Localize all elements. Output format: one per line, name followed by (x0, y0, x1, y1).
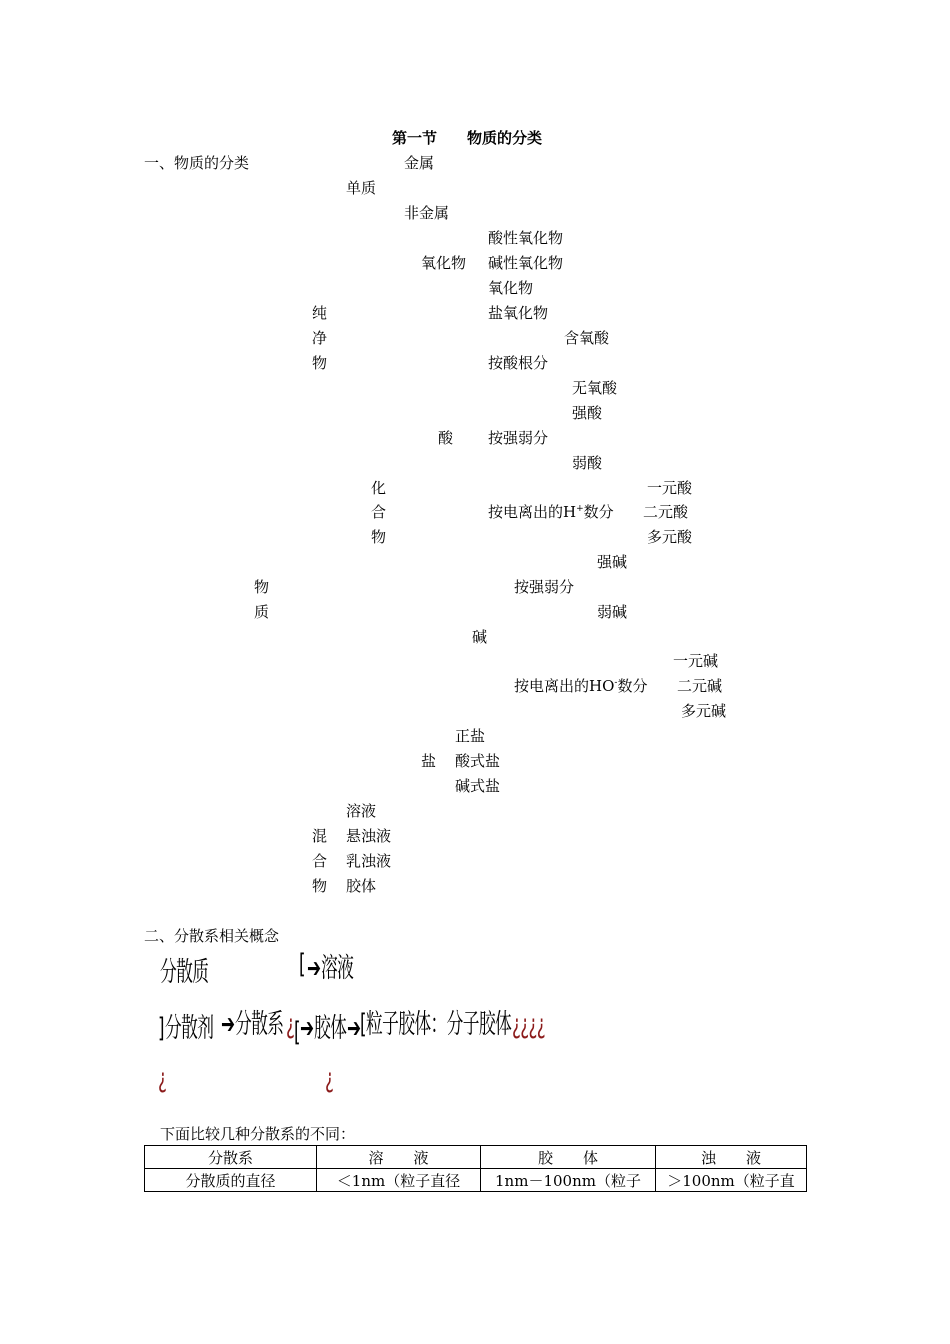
tree-node-oxide-2: 氧化物 (488, 279, 534, 297)
tree-node-by-h-ion: 按电离出的H+数分 (488, 503, 614, 521)
table-header-cell: 分散系 (145, 1146, 317, 1169)
tree-label-pure: 净 (312, 329, 328, 347)
tree-node-strong-acid: 强酸 (572, 404, 603, 422)
tree-label-mixture: 混 (312, 827, 328, 845)
tree-label-mixture: 合 (312, 852, 328, 870)
concept-arrow: ➔ (221, 1009, 235, 1040)
table-row (145, 1169, 807, 1192)
page-title: 第一节 物质的分类 (392, 129, 543, 147)
concept-glyph: ¿ (325, 1063, 334, 1094)
tree-label-compound: 合 (371, 503, 387, 521)
tree-node-normal-salt: 正盐 (455, 727, 486, 745)
tree-node-polyprotic: 多元酸 (647, 528, 693, 546)
concept-system: 分散系 (235, 1009, 284, 1040)
tree-node-colloid: 胶体 (346, 877, 377, 895)
tree-node-solution: 溶液 (346, 802, 377, 820)
tree-node-salt-oxide: 盐氧化物 (488, 304, 549, 322)
tree-node-strong-base: 强碱 (597, 553, 628, 571)
tree-node-emulsion: 乳浊液 (346, 852, 392, 870)
comparison-intro: 下面比较几种分散系的不同： (160, 1125, 356, 1143)
concept-arrow: ➔ (307, 953, 321, 984)
table-header-cell: 浊 液 (656, 1146, 807, 1169)
tree-node-by-strength-acid: 按强弱分 (488, 429, 549, 447)
tree-node-weak-acid: 弱酸 (572, 454, 603, 472)
concept-solution: 溶液 (321, 953, 354, 984)
table-header-cell: 溶 液 (317, 1146, 481, 1169)
tree-node-acid-salt: 酸式盐 (455, 752, 501, 770)
concept-arrow: ➔ (300, 1013, 314, 1044)
concept-glyph: ¿ (158, 1063, 167, 1094)
table-cell: ＞100nm（粒子直 (656, 1169, 807, 1192)
tree-node-anoxyacid: 无氧酸 (572, 379, 618, 397)
concept-glyph: ¿ (286, 1009, 295, 1040)
table-cell: 分散质的直径 (145, 1169, 317, 1192)
tree-node-by-oh-ion: 按电离出的HO-数分 (514, 677, 648, 695)
tree-node-oxyacid: 含氧酸 (564, 329, 610, 347)
tree-node-metal: 金属 (404, 154, 435, 172)
table-cell: 1nm－100nm（粒子 (481, 1169, 656, 1192)
tree-label-pure: 纯 (312, 304, 328, 322)
concept-dispersoid: 分散质 (160, 957, 209, 988)
tree-node-dibasic: 二元碱 (677, 677, 723, 695)
tree-node-by-radical: 按酸根分 (488, 354, 549, 372)
tree-label-mixture: 物 (312, 877, 328, 895)
section-heading-dispersion: 二、分散系相关概念 (144, 927, 280, 945)
concept-arrow: ➔ (347, 1013, 361, 1044)
tree-node-acidic-oxide: 酸性氧化物 (488, 229, 564, 247)
tree-node-by-strength-base: 按强弱分 (514, 578, 575, 596)
tree-label-matter: 质 (254, 603, 270, 621)
table-header-cell: 胶 体 (481, 1146, 656, 1169)
tree-label-compound: 物 (371, 528, 387, 546)
tree-node-acid: 酸 (438, 429, 454, 447)
tree-node-basic-salt: 碱式盐 (455, 777, 501, 795)
tree-label-matter: 物 (254, 578, 270, 596)
tree-node-nonmetal: 非金属 (404, 204, 450, 222)
concept-bracket: ] (158, 1013, 164, 1044)
tree-node-suspension: 悬浊液 (346, 827, 392, 845)
tree-node-monobasic: 一元碱 (673, 652, 719, 670)
table-cell: ＜1nm（粒子直径 (317, 1169, 481, 1192)
dispersion-comparison-table (144, 1145, 807, 1192)
concept-glyph: ¿¿¿¿ (512, 1009, 546, 1040)
tree-node-base: 碱 (472, 628, 488, 646)
tree-node-monoprotic: 一元酸 (647, 479, 693, 497)
concept-colloid-types: 粒子胶体：分子胶体 (366, 1009, 512, 1040)
concept-bracket: [ (294, 1017, 300, 1048)
tree-node-element: 单质 (346, 179, 377, 197)
tree-node-basic-oxide: 碱性氧化物 (488, 254, 564, 272)
tree-label-compound: 化 (371, 479, 387, 497)
concept-medium: 分散剂 (165, 1013, 214, 1044)
table-row (145, 1146, 807, 1169)
tree-node-polybasic: 多元碱 (681, 702, 727, 720)
section-heading-classification: 一、物质的分类 (144, 154, 250, 172)
concept-bar: [ (360, 1009, 366, 1040)
tree-node-weak-base: 弱碱 (597, 603, 628, 621)
tree-label-pure: 物 (312, 354, 328, 372)
concept-colloid: 胶体 (314, 1013, 347, 1044)
concept-bracket: [ (299, 949, 305, 980)
tree-node-diprotic: 二元酸 (643, 503, 689, 521)
tree-node-oxide: 氧化物 (421, 254, 467, 272)
tree-node-salt: 盐 (421, 752, 437, 770)
